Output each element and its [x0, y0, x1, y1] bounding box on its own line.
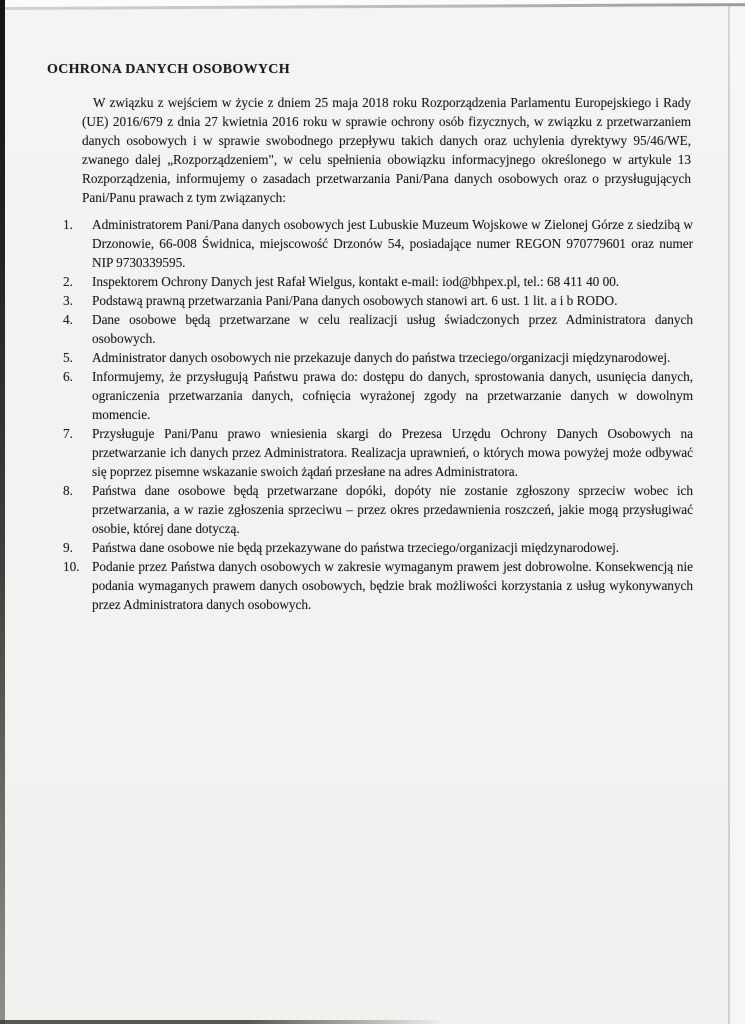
list-item-text: Dane osobowe będą przetwarzane w celu realizacji usług świadczonych przez Administratora danych osobowych.: [92, 312, 693, 346]
list-item: [47, 310, 693, 348]
scan-right-fold-line: [728, 6, 730, 1024]
scan-bottom-edge-shadow: [0, 1020, 445, 1024]
list-item-text: Państwa dane osobowe będą przetwarzane dopóki, dopóty nie zostanie zgłoszony sprzeciw wobec ich przetwarzania, a w razie zgłoszenia sprzeciwu – przez okres przedawnienia roszczeń, jakie mogą przysługiwać osobie, której dane dotyczą.: [92, 483, 693, 536]
list-item: [47, 215, 693, 272]
intro-paragraph: W związku z wejściem w życie z dniem 25 maja 2018 roku Rozporządzenia Parlamentu Europejskiego i Rady (UE) 2016/679 z dnia 27 kwietnia 2016 roku w sprawie ochrony osób fizycznych, w związku z przetwarzaniem danych osobowych i w sprawie swobodnego przepływu takich danych oraz uchylenia dyrektywy 95/46/WE, zwanego dalej „Rozporządzeniem", w celu spełnienia obowiązku informacyjnego określonego w artykule 13 Rozporządzenia, informujemy o zasadach przetwarzania Pani/Pana danych osobowych oraz o przysługujących Pani/Panu prawach z tym związanych:: [82, 95, 691, 205]
list-item-number: 8.: [63, 483, 73, 498]
list-item-number: 3.: [63, 293, 73, 308]
list-item: [47, 557, 693, 614]
list-item: [47, 367, 693, 424]
list-item: [47, 348, 693, 367]
document-title: OCHRONA DANYCH OSOBOWYCH: [47, 62, 290, 77]
list-item-text: Administrator danych osobowych nie przekazuje danych do państwa trzeciego/organizacji międzynarodowej.: [92, 350, 671, 365]
list-item-text: Przysługuje Pani/Panu prawo wniesienia skargi do Prezesa Urzędu Ochrony Danych Osobowych na przetwarzanie ich danych przez Administratora. Realizacja uprawnień, o których mowa powyżej może odbywać się poprzez pisemne wskazanie swoich żądań przesłane na adres Administratora.: [92, 426, 693, 479]
list-item: [47, 272, 693, 291]
list-item-text: Podanie przez Państwa danych osobowych w zakresie wymaganym prawem jest dobrowolne. Konsekwencją nie podania wymaganych prawem danych osobowych, będzie brak możliwości korzystania z usług wykonywanych przez Administratora danych osobowych.: [92, 559, 693, 612]
list-item-text: Podstawą prawną przetwarzania Pani/Pana danych osobowych stanowi art. 6 ust. 1 lit. a i b RODO.: [92, 293, 618, 308]
list-item-number: 10.: [63, 559, 80, 574]
list-item: [47, 291, 693, 310]
list-item-number: 1.: [63, 217, 73, 232]
list-item-number: 9.: [63, 540, 73, 555]
document-content: [47, 60, 693, 614]
list-item-number: 7.: [63, 426, 73, 441]
numbered-list: [47, 215, 693, 614]
list-item-text: Informujemy, że przysługują Państwu prawa do: dostępu do danych, sprostowania danych, usunięcia danych, ograniczenia przetwarzania danych, cofnięcia wyrażonej zgody na przetwarzanie danych w dowolnym momencie.: [92, 369, 693, 422]
list-item-number: 4.: [63, 312, 73, 327]
list-item-text: Administratorem Pani/Pana danych osobowych jest Lubuskie Muzeum Wojskowe w Zielonej Górze z siedzibą w Drzonowie, 66-008 Świdnica, miejscowość Drzonów 54, posiadające numer REGON 970779601 oraz numer NIP 9730339595.: [92, 217, 693, 270]
scan-right-margin: [730, 6, 745, 1024]
list-item: [47, 481, 693, 538]
scan-left-edge-shadow: [0, 0, 5, 1024]
list-item-number: 6.: [63, 369, 73, 384]
list-item-number: 5.: [63, 350, 73, 365]
list-item: [47, 538, 693, 557]
list-item-number: 2.: [63, 274, 73, 289]
list-item-text: Państwa dane osobowe nie będą przekazywane do państwa trzeciego/organizacji międzynarodowej.: [92, 540, 620, 555]
list-item: [47, 424, 693, 481]
list-item-text: Inspektorem Ochrony Danych jest Rafał Wielgus, kontakt e-mail: iod@bhpex.pl, tel.: 68 411 40 00.: [92, 274, 620, 289]
